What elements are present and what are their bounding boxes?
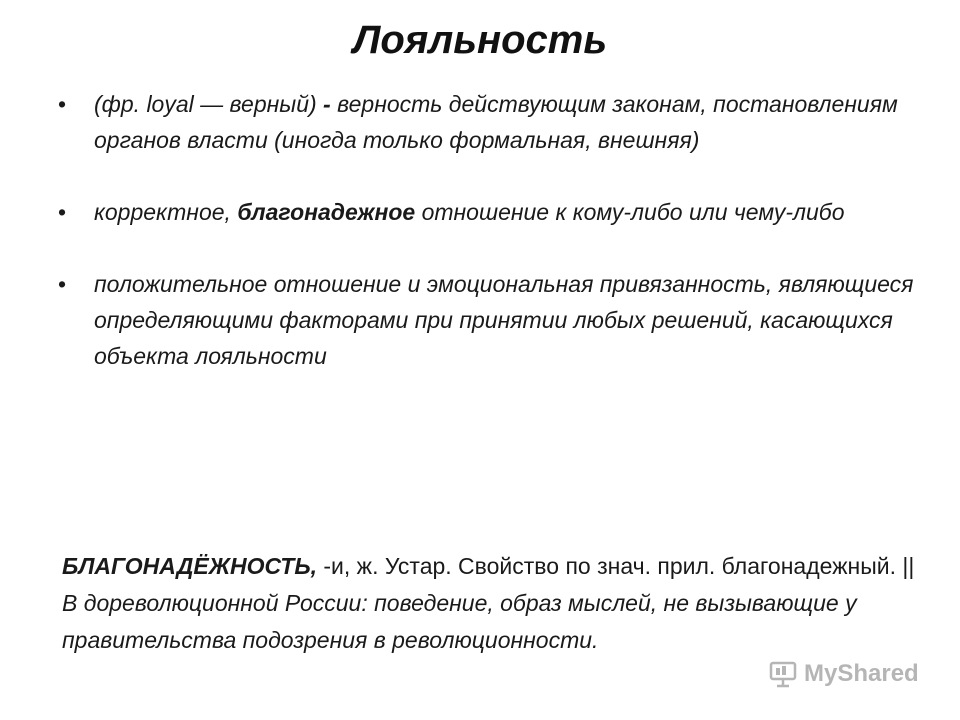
bullet-text: корректное, (94, 199, 238, 225)
presentation-board-icon (768, 659, 798, 689)
definition-italic-text: В дореволюционной России: поведение, образ мыслей, не вызывающие у правительства подозрения в революционности. (62, 590, 857, 653)
bullet-item-3 (58, 266, 918, 374)
bullet-item-2 (58, 194, 918, 230)
bullet-list (58, 86, 918, 410)
bullet-marker: • (58, 271, 67, 297)
dictionary-definition (62, 548, 922, 659)
watermark (768, 654, 928, 694)
bullet-marker: • (58, 91, 67, 117)
bullet-marker: • (58, 199, 67, 225)
bullet-dash: - (323, 91, 338, 117)
bullet-item-1 (58, 86, 918, 158)
bullet-text: верность действующим законам, постановлениям органов власти (иногда только формальная, внешняя) (94, 91, 898, 153)
definition-headword: БЛАГОНАДЁЖНОСТЬ, (62, 553, 317, 579)
bullet-emphasis: благонадежное (237, 199, 416, 225)
slide-title: Лояльность (352, 18, 608, 62)
definition-plain-text: -и, ж. Устар. Свойство по знач. прил. благонадежный. || (317, 553, 915, 579)
watermark-text: MyShared (804, 660, 919, 687)
bullet-text: отношение к кому-либо или чему-либо (415, 199, 845, 225)
bullet-text: положительное отношение и эмоциональная привязанность, являющиеся определяющими факторами при принятии любых решений, касающихся объекта лояльности (94, 271, 914, 369)
bullet-text: (фр. loyal — верный) (94, 91, 324, 117)
